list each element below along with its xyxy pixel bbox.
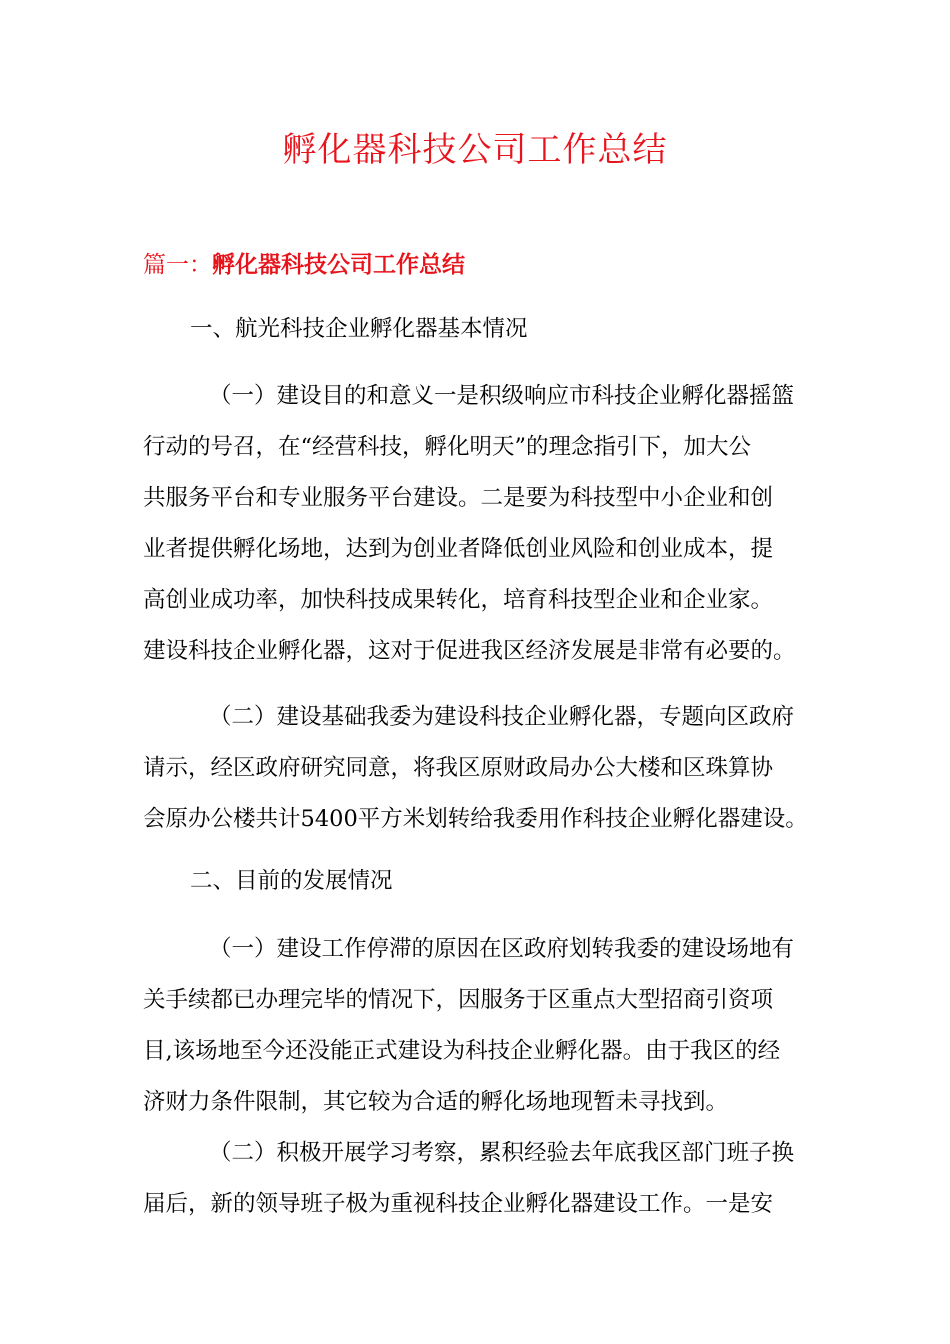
paragraph-line: （一）建设目的和意义一是积级响应市科技企业孵化器摇篮	[209, 383, 795, 409]
chapter-prefix: 篇一：	[143, 252, 212, 278]
chapter-title: 孵化器科技公司工作总结	[212, 252, 465, 278]
paragraph-4	[143, 1128, 823, 1230]
paragraph-line: 目,该场地至今还没能正式建设为科技企业孵化器。由于我区的经	[143, 1038, 781, 1064]
paragraph-line: 会原办公楼共计5400平方米划转给我委用作科技企业孵化器建设。	[143, 806, 808, 832]
section-heading-2: 二、目前的发展情况	[190, 868, 393, 894]
paragraph-line: 届后，新的领导班子极为重视科技企业孵化器建设工作。一是安	[143, 1191, 774, 1217]
paragraph-line: 济财力条件限制，其它较为合适的孵化场地现暂未寻找到。	[143, 1089, 729, 1115]
paragraph-line: （二）建设基础我委为建设科技企业孵化器，专题向区政府	[209, 704, 795, 730]
section-heading-1: 一、航光科技企业孵化器基本情况	[190, 316, 528, 342]
paragraph-line: 共服务平台和专业服务平台建设。二是要为科技型中小企业和创	[143, 485, 774, 511]
paragraph-line: 建设科技企业孵化器，这对于促进我区经济发展是非常有必要的。	[143, 638, 796, 664]
paragraph-line: 业者提供孵化场地，达到为创业者降低创业风险和创业成本，提	[143, 536, 774, 562]
paragraph-line: 行动的号召，在“经营科技，孵化明天”的理念指引下，加大公	[143, 434, 752, 460]
document-title: 孵化器科技公司工作总结	[282, 130, 668, 170]
paragraph-2	[143, 692, 823, 845]
paragraph-line: （二）积极开展学习考察，累积经验去年底我区部门班子换	[209, 1140, 795, 1166]
paragraph-1	[143, 371, 823, 677]
paragraph-3	[143, 924, 823, 1128]
paragraph-line: 关手续都已办理完毕的情况下，因服务于区重点大型招商引资项	[143, 987, 774, 1013]
paragraph-line: 高创业成功率，加快科技成果转化，培育科技型企业和企业家。	[143, 587, 774, 613]
paragraph-line: （一）建设工作停滞的原因在区政府划转我委的建设场地有	[209, 936, 795, 962]
chapter-heading	[143, 248, 465, 282]
paragraph-line: 请示，经区政府研究同意，将我区原财政局办公大楼和区珠算协	[143, 755, 774, 781]
